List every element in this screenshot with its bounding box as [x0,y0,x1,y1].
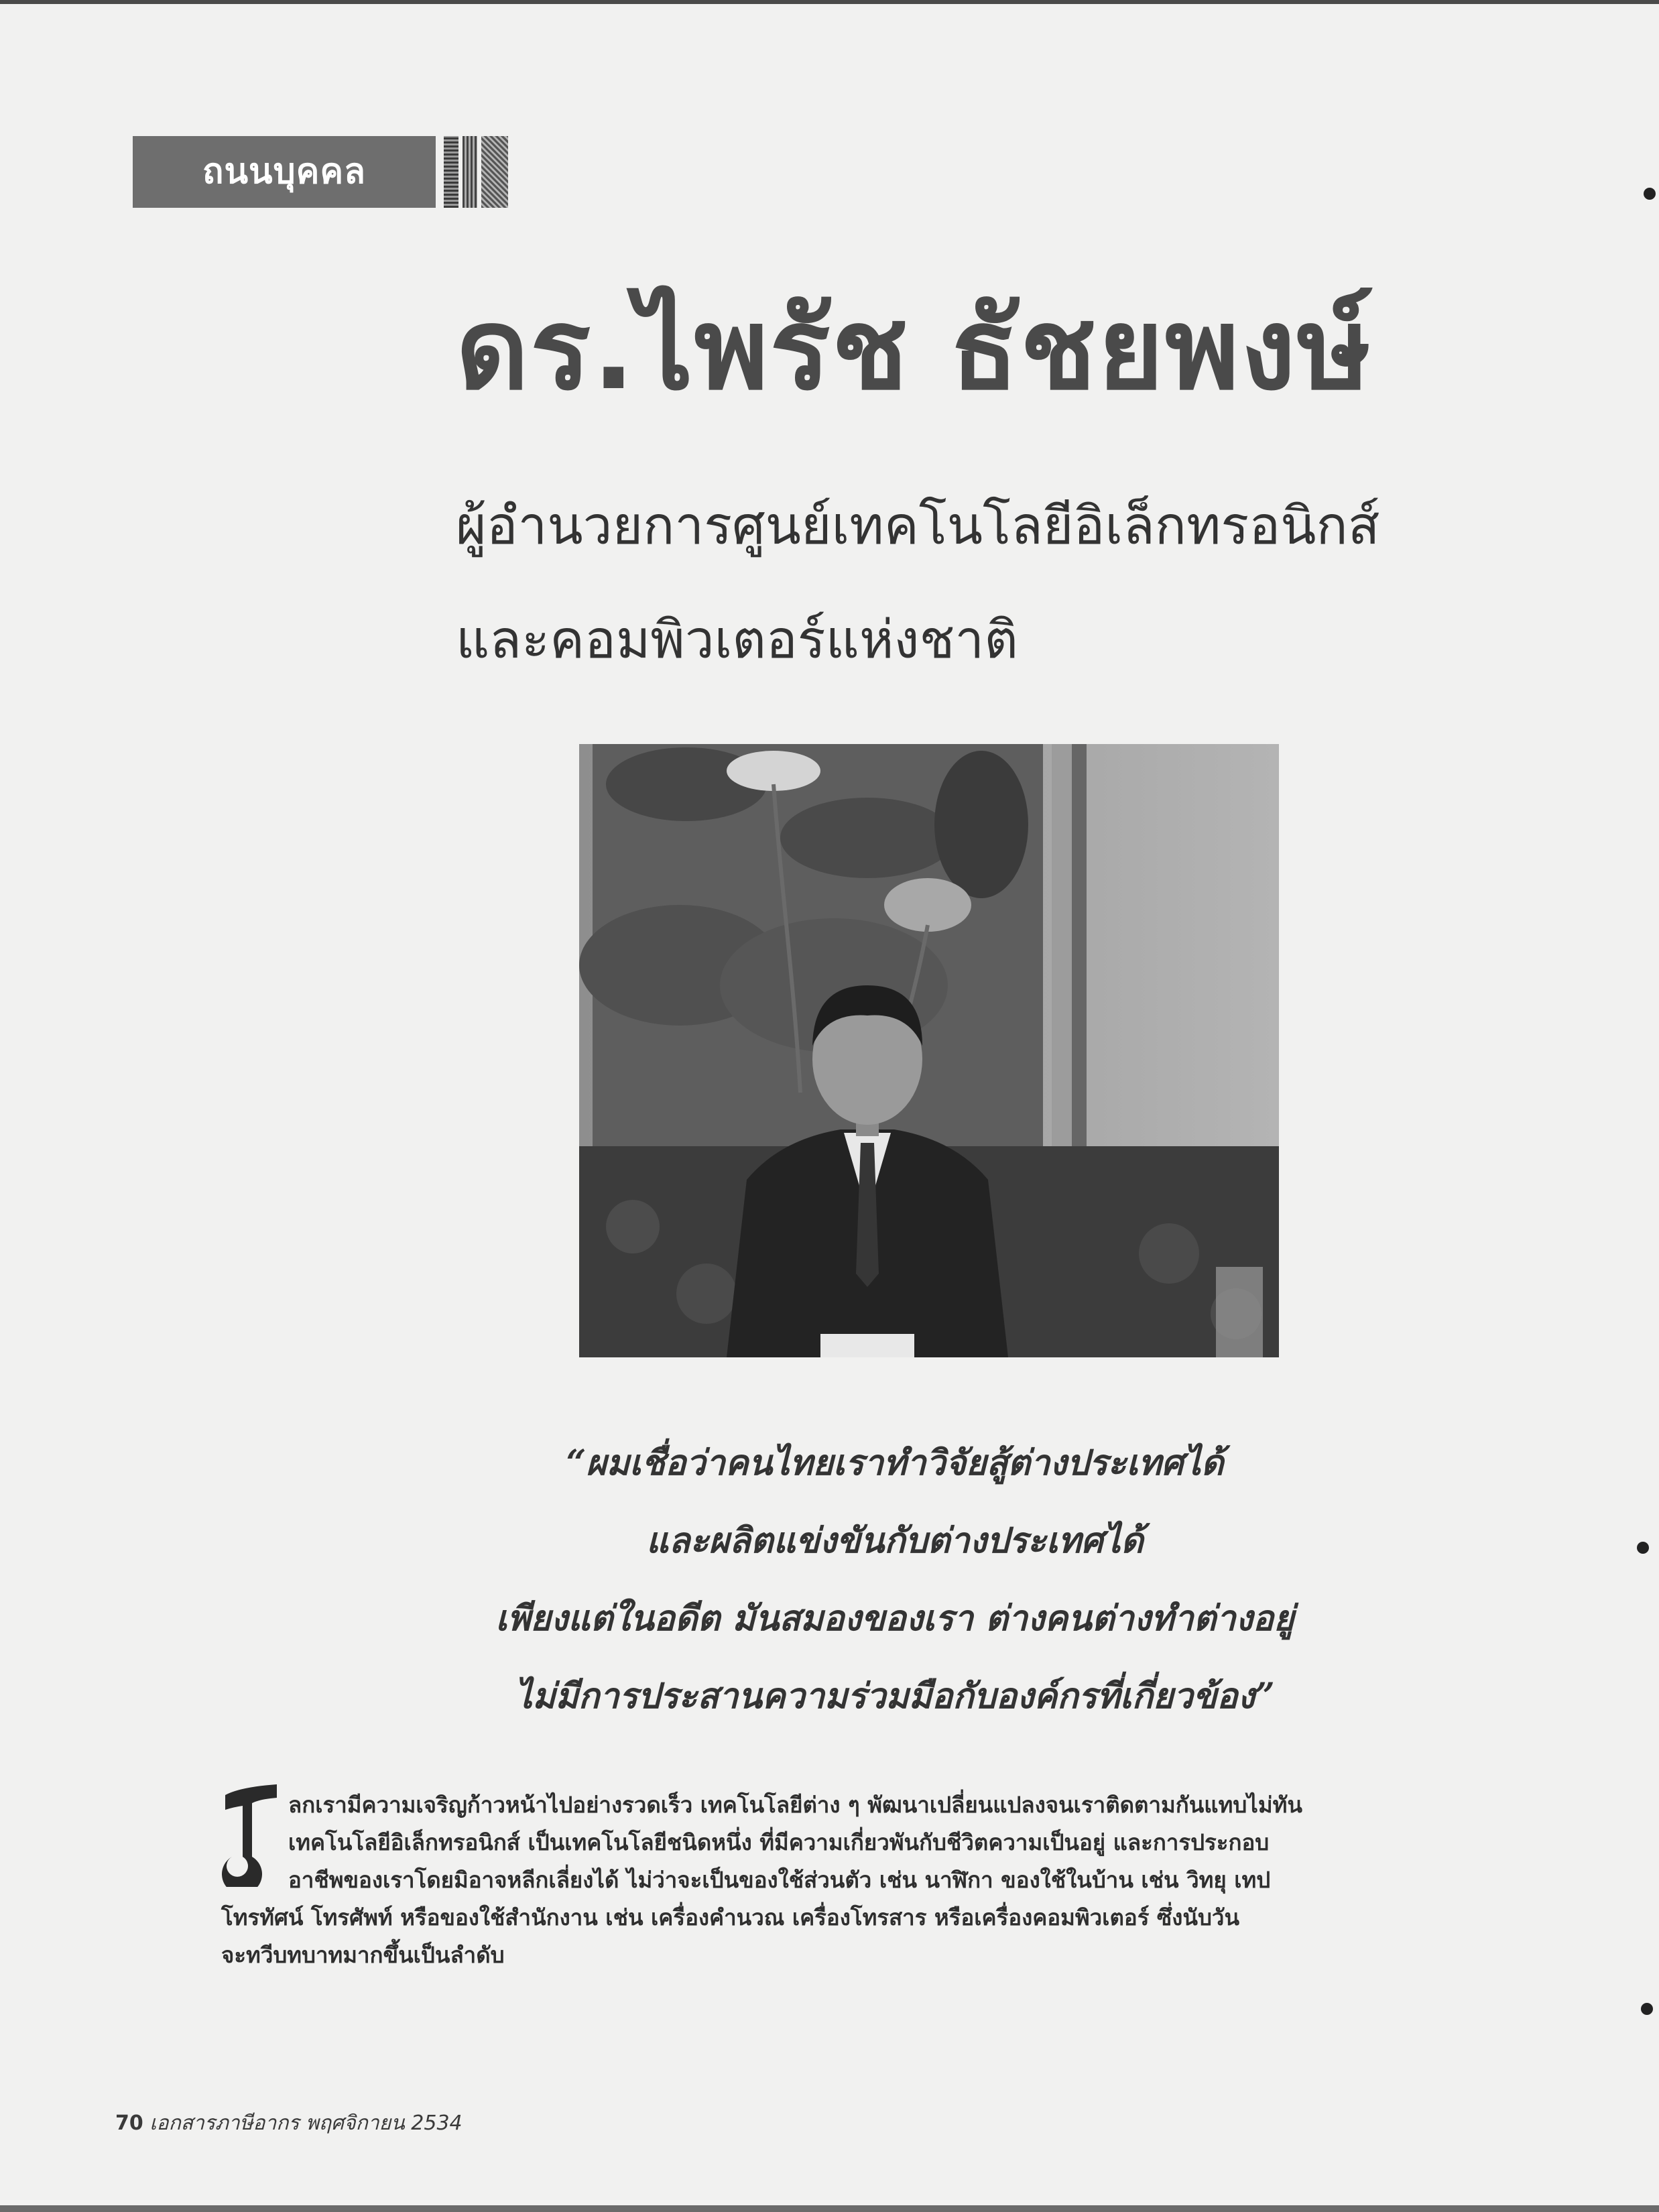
section-tab-stripe [463,136,477,208]
body-line: โทรทัศน์ โทรศัพท์ หรือของใช้สำนักงาน เช่น เครื่องคำนวณ เครื่องโทรสาร หรือเครื่องคอมพิวเตอร์ ซึ่งนับวัน [221,1904,1240,1930]
position-line: และคอมพิวเตอร์แห่งชาติ [456,610,1018,670]
portrait-photo-image [579,744,1279,1357]
quote-line: และผลิตแข่งขันกับต่างประเทศได้ [646,1520,1144,1561]
person-position [456,469,1595,697]
portrait-photo [579,744,1279,1357]
article-body [221,1786,1481,1974]
person-name: ดร.ไพรัช ธัชยพงษ์ [456,284,1373,415]
publication-info: เอกสารภาษีอากร พฤศจิกายน 2534 [149,2111,463,2135]
body-line: จะทวีบทบาทมากขึ้นเป็นลำดับ [221,1942,505,1968]
position-line: ผู้อำนวยการศูนย์เทคโนโลยีอิเล็กทรอนิกส์ [456,496,1380,556]
pull-quote [375,1424,1414,1735]
quote-line: เพียงแต่ในอดีต มันสมองของเรา ต่างคนต่างทำต่างอยู่ [495,1598,1294,1639]
punch-hole [1637,1542,1649,1554]
body-line: อาชีพของเราโดยมิอาจหลีกเลี่ยงได้ ไม่ว่าจะเป็นของใช้ส่วนตัว เช่น นาฬิกา ของใช้ในบ้าน เช่น วิทยุ เทป [288,1867,1271,1893]
quote-line: ไม่มีการประสานความร่วมมือกับองค์กรที่เกี่ยวข้อง” [515,1676,1275,1717]
page-bottom-edge [0,2205,1659,2212]
punch-hole [1644,188,1656,200]
section-tab: ถนนบุคคล [133,136,436,208]
quote-line: “ผมเชื่อว่าคนไทยเราทำวิจัยสู้ต่างประเทศได้ [566,1442,1224,1483]
body-line: เทคโนโลยีอิเล็กทรอนิกส์ เป็นเทคโนโลยีชนิดหนึ่ง ที่มีความเกี่ยวพันกับชีวิตความเป็นอยู่ และการประกอบ [288,1829,1270,1855]
punch-hole [1641,2003,1653,2015]
page-footer [115,2110,719,2137]
page-top-edge [0,0,1659,4]
section-tab-stripe [481,136,508,208]
section-tab-stripe [444,136,458,208]
page-number: 70 [115,2111,143,2135]
body-line: ลกเรามีความเจริญก้าวหน้าไปอย่างรวดเร็ว เทคโนโลยีต่าง ๆ พัฒนาเปลี่ยนแปลงจนเราติดตามกันแทบไม่ทัน [288,1792,1302,1818]
